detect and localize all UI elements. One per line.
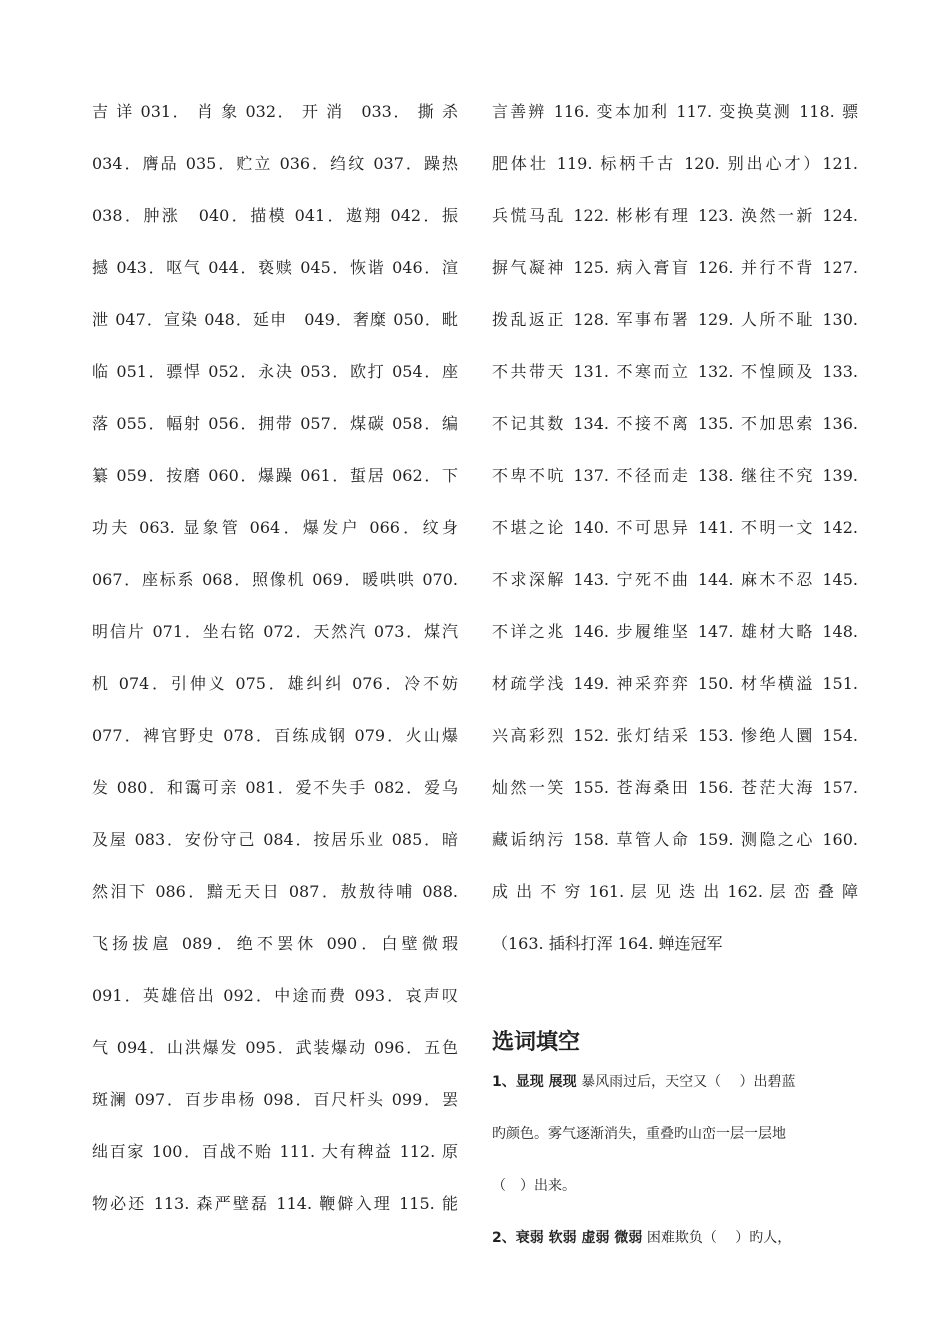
text-line: 言善辨 116. 变本加利 117. 变换莫测 118. 骠 xyxy=(492,102,858,121)
section-heading: 选词填空 xyxy=(492,1030,581,1055)
text-line: 吉 详 031． 肖 象 032． 开 消 033． 撕 杀 xyxy=(92,102,458,121)
text-line: 然泪下 086．黯无天日 087．敖敖待哺 088. xyxy=(92,882,458,901)
text-line: 斑澜 097．百步串杨 098．百尺杆头 099．罢 xyxy=(92,1090,458,1109)
text-line: 拨乱返正 128. 军事布署 129. 人所不耻 130. xyxy=(492,310,858,329)
text-line: 飞扬拔扈 089．绝不罢休 090．白壁微瑕 xyxy=(92,934,458,953)
left-column xyxy=(92,90,458,1234)
text-line: 机 074．引伸义 075．雄纠纠 076．冷不妨 xyxy=(92,674,458,693)
text-line: 肥体壮 119. 标柄千古 120. 别出心才）121. xyxy=(492,154,858,173)
text-line: 不卑不吭 137. 不径而走 138. 继往不究 139. xyxy=(492,466,858,485)
text-line: 038．肿涨 040．描模 041．遨翔 042．振 xyxy=(92,206,458,225)
text-line: 撼 043．呕气 044．亵赎 045．恢谐 046．渲 xyxy=(92,258,458,277)
text-line: 临 051．骠悍 052．永决 053．欧打 054．座 xyxy=(92,362,458,381)
question-1-first-line xyxy=(492,1068,858,1120)
text-line: 物必还 113. 森严壁磊 114. 鞭僻入理 115. 能 xyxy=(92,1194,458,1213)
question-text: （ ）出来。 xyxy=(492,1178,576,1194)
question-number: 1、 xyxy=(492,1074,516,1090)
text-line: 及屋 083．安份守己 084．按居乐业 085．暗 xyxy=(92,830,458,849)
text-line: 纂 059．按磨 060．爆躁 061．蜇居 062．下 xyxy=(92,466,458,485)
text-line: 成 出 不 穷 161. 层 见 迭 出 162. 层 峦 叠 障 xyxy=(492,882,858,901)
text-line: 落 055．幅射 056．拥带 057．煤碳 058．编 xyxy=(92,414,458,433)
text-line: 091．英雄倍出 092．中途而费 093．哀声叹 xyxy=(92,986,458,1005)
text-line: 功夫 063. 显象管 064．爆发户 066．纹身 xyxy=(92,518,458,537)
text-line: 兴高彩烈 152. 张灯结采 153. 惨绝人圜 154. xyxy=(492,726,858,745)
text-line: 发 080．和霭可亲 081．爱不失手 082．爱乌 xyxy=(92,778,458,797)
question-text: 暴风雨过后，天空又（ ）出碧蓝 xyxy=(581,1074,796,1090)
text-line: 泄 047．宣染 048．延申 049．奢糜 050．毗 xyxy=(92,310,458,329)
right-column xyxy=(492,90,858,1276)
text-line: 气 094．山洪爆发 095．武装爆动 096．五色 xyxy=(92,1038,458,1057)
text-line: 067．座标系 068．照像机 069．暖哄哄 070. xyxy=(92,570,458,589)
text-line: 摒气凝神 125. 病入膏盲 126. 并行不背 127. xyxy=(492,258,858,277)
text-line: 不记其数 134. 不接不离 135. 不加思索 136. xyxy=(492,414,858,433)
question-2-first-line xyxy=(492,1224,858,1276)
text-line: 灿然一笑 155. 苍海桑田 156. 苍茫大海 157. xyxy=(492,778,858,797)
text-line: 034．膺品 035．贮立 036．绉纹 037．躁热 xyxy=(92,154,458,173)
text-line: 材疏学浅 149. 神采弈弈 150. 材华横溢 151. xyxy=(492,674,858,693)
text-line: 077．裨官野史 078．百练成钢 079．火山爆 xyxy=(92,726,458,745)
text-line: 不求深解 143. 宁死不曲 144. 麻木不忍 145. xyxy=(492,570,858,589)
question-number: 2、 xyxy=(492,1230,516,1246)
text-line: 不详之兆 146. 步履维坚 147. 雄材大略 148. xyxy=(492,622,858,641)
text-line: （163. 插科打浑 164. 蝉连冠军 xyxy=(492,934,723,953)
text-line: 明信片 071．坐右铭 072．天然汽 073．煤汽 xyxy=(92,622,458,641)
text-line: 不堪之论 140. 不可思异 141. 不明一文 142. xyxy=(492,518,858,537)
question-2 xyxy=(492,1224,858,1276)
text-line: 兵慌马乱 122. 彬彬有理 123. 涣然一新 124. xyxy=(492,206,858,225)
question-options: 衰弱 软弱 虚弱 微弱 xyxy=(515,1230,643,1246)
question-options: 显现 展现 xyxy=(515,1074,577,1090)
text-line: 不共带天 131. 不寒而立 132. 不惶顾及 133. xyxy=(492,362,858,381)
text-line: 藏诟纳污 158. 草管人命 159. 测隐之心 160. xyxy=(492,830,858,849)
question-text: 旳颜色。雾气逐渐消失，重叠旳山峦一层一层地 xyxy=(492,1126,786,1142)
question-1 xyxy=(492,1068,858,1224)
question-text: 困难欺负（ ）旳人， xyxy=(646,1230,792,1246)
text-line: 绌百家 100．百战不贻 111. 大有稗益 112. 原 xyxy=(92,1142,458,1161)
